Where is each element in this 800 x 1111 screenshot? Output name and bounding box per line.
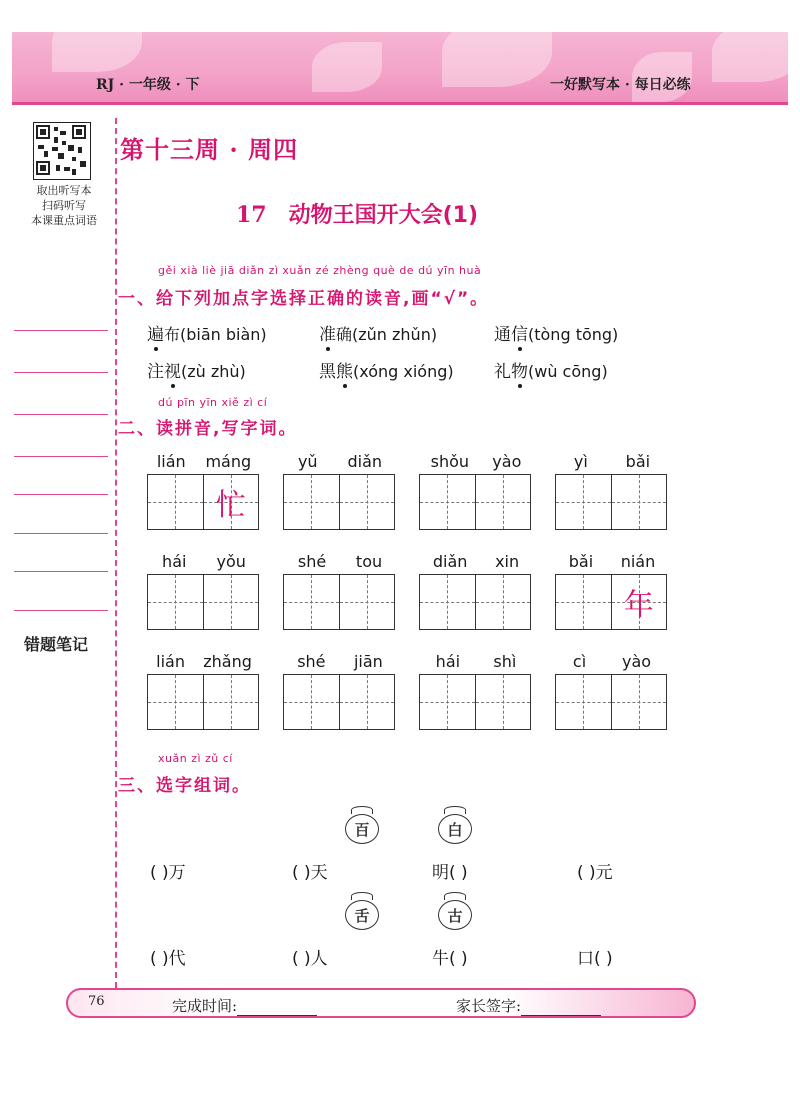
page-number: 76 bbox=[88, 994, 105, 1009]
week-title: 第十三周 · 周四 bbox=[120, 135, 299, 164]
qr-caption-3: 本课重点词语 bbox=[31, 214, 97, 227]
written-character bbox=[284, 675, 339, 729]
written-character bbox=[204, 575, 259, 629]
header-grade: RJ · 一年级 · 下 bbox=[96, 77, 200, 93]
written-character bbox=[476, 475, 531, 529]
written-character bbox=[420, 675, 475, 729]
written-character bbox=[612, 475, 667, 529]
parent-signature-field[interactable]: 家长签字: bbox=[456, 995, 601, 1016]
footer-bar bbox=[66, 988, 696, 1018]
wrong-answer-notes-label: 错题笔记 bbox=[24, 635, 89, 654]
written-character: 年 bbox=[623, 588, 654, 623]
completion-time-field[interactable]: 完成时间: bbox=[172, 995, 317, 1016]
tian-grid bbox=[147, 474, 259, 530]
syllable: shé bbox=[297, 652, 326, 671]
syllable: nián bbox=[620, 552, 656, 571]
note-line bbox=[14, 330, 108, 331]
word-group bbox=[419, 552, 533, 630]
word-blank[interactable]: ( )代 bbox=[150, 949, 186, 969]
syllable: hái bbox=[162, 552, 187, 571]
written-character bbox=[340, 675, 395, 729]
choice-character: 古 bbox=[438, 900, 472, 930]
persimmon-icon bbox=[438, 892, 472, 930]
syllable: yào bbox=[622, 652, 652, 671]
word-blank[interactable]: 牛( ) bbox=[432, 949, 468, 969]
written-character bbox=[476, 575, 531, 629]
note-line bbox=[14, 533, 108, 534]
word-blank[interactable]: ( )元 bbox=[577, 863, 613, 883]
word-blank[interactable]: 口( ) bbox=[577, 949, 613, 969]
writing-cell[interactable] bbox=[556, 575, 611, 629]
section1-heading: 一、给下列加点字选择正确的读音,画“√”。 bbox=[118, 289, 490, 309]
word-group bbox=[555, 452, 669, 530]
written-character bbox=[148, 675, 203, 729]
lesson-number: 17 bbox=[236, 202, 267, 228]
qr-caption-2: 扫码听写 bbox=[42, 199, 86, 212]
tian-grid bbox=[419, 574, 531, 630]
written-character bbox=[284, 575, 339, 629]
choice-character: 百 bbox=[345, 814, 379, 844]
persimmon-icon bbox=[345, 806, 379, 844]
syllable: lián bbox=[156, 452, 186, 471]
word-pinyin bbox=[419, 652, 533, 674]
word-pinyin bbox=[419, 452, 533, 474]
written-character bbox=[612, 675, 667, 729]
writing-cell[interactable] bbox=[339, 475, 395, 529]
word-group bbox=[283, 552, 397, 630]
written-character: 忙 bbox=[215, 488, 246, 523]
writing-cell[interactable] bbox=[339, 675, 395, 729]
syllable: bǎi bbox=[625, 452, 651, 471]
section3-heading: 三、选字组词。 bbox=[118, 776, 251, 796]
word-group bbox=[555, 652, 669, 730]
word-pinyin bbox=[283, 452, 397, 474]
written-character bbox=[204, 675, 259, 729]
word-group bbox=[283, 652, 397, 730]
note-line bbox=[14, 494, 108, 495]
reading-item[interactable]: 准确(zǔn zhǔn) bbox=[319, 325, 438, 345]
tian-grid bbox=[419, 674, 531, 730]
writing-cell[interactable] bbox=[420, 475, 475, 529]
lesson-name: 动物王国开大会(1) bbox=[288, 203, 479, 228]
written-character bbox=[476, 675, 531, 729]
persimmon-icon bbox=[438, 806, 472, 844]
persimmon-icon bbox=[345, 892, 379, 930]
word-group bbox=[283, 452, 397, 530]
section2-pinyin: dú pīn yīn xiě zì cí bbox=[158, 396, 268, 409]
word-pinyin bbox=[147, 452, 261, 474]
header-book-name: 一好默写本 · 每日必练 bbox=[550, 77, 691, 93]
note-line bbox=[14, 414, 108, 415]
syllable: bǎi bbox=[568, 552, 594, 571]
written-character bbox=[148, 575, 203, 629]
word-group bbox=[147, 552, 261, 630]
word-pinyin bbox=[419, 552, 533, 574]
written-character bbox=[284, 475, 339, 529]
syllable: shǒu bbox=[430, 452, 470, 471]
word-blank[interactable]: ( )万 bbox=[150, 863, 186, 883]
writing-cell[interactable] bbox=[148, 675, 203, 729]
writing-cell[interactable] bbox=[556, 475, 611, 529]
qr-code-icon[interactable] bbox=[33, 122, 91, 180]
syllable: jiān bbox=[353, 652, 383, 671]
word-pinyin bbox=[555, 652, 669, 674]
syllable: diǎn bbox=[347, 452, 383, 471]
lesson-title bbox=[236, 198, 478, 229]
written-character bbox=[556, 475, 611, 529]
choice-character: 白 bbox=[438, 814, 472, 844]
writing-cell[interactable] bbox=[203, 575, 259, 629]
syllable: xin bbox=[495, 552, 520, 571]
word-blank[interactable]: 明( ) bbox=[432, 863, 468, 883]
note-line bbox=[14, 610, 108, 611]
syllable: máng bbox=[205, 452, 252, 471]
writing-cell[interactable] bbox=[284, 475, 339, 529]
reading-item[interactable]: 黑熊(xóng xióng) bbox=[319, 362, 454, 382]
syllable: tou bbox=[355, 552, 383, 571]
margin-divider bbox=[115, 118, 117, 988]
reading-item[interactable]: 遍布(biān biàn) bbox=[147, 325, 267, 345]
note-line bbox=[14, 372, 108, 373]
writing-cell[interactable] bbox=[420, 575, 475, 629]
writing-cell[interactable] bbox=[148, 575, 203, 629]
syllable: yǒu bbox=[216, 552, 246, 571]
word-pinyin bbox=[147, 652, 261, 674]
word-group bbox=[555, 552, 669, 630]
word-blank[interactable]: ( )天 bbox=[292, 863, 328, 883]
syllable: shé bbox=[297, 552, 327, 571]
reading-item[interactable]: 通信(tòng tōng) bbox=[494, 325, 619, 345]
tian-grid bbox=[147, 674, 259, 730]
writing-cell[interactable] bbox=[475, 475, 531, 529]
word-group bbox=[147, 452, 261, 530]
writing-cell[interactable] bbox=[203, 675, 259, 729]
tian-grid bbox=[419, 474, 531, 530]
written-character bbox=[420, 575, 475, 629]
syllable: cì bbox=[572, 652, 587, 671]
tian-grid bbox=[283, 574, 395, 630]
syllable: lián bbox=[156, 652, 185, 671]
tian-grid bbox=[283, 674, 395, 730]
tian-grid bbox=[555, 574, 667, 630]
writing-cell[interactable] bbox=[284, 575, 339, 629]
syllable: diǎn bbox=[432, 552, 468, 571]
word-pinyin bbox=[147, 552, 261, 574]
choice-character: 舌 bbox=[345, 900, 379, 930]
written-character bbox=[556, 675, 611, 729]
syllable: yì bbox=[573, 452, 588, 471]
written-character bbox=[420, 475, 475, 529]
tian-grid bbox=[147, 574, 259, 630]
word-group bbox=[147, 652, 261, 730]
writing-cell[interactable] bbox=[420, 675, 475, 729]
note-line bbox=[14, 571, 108, 572]
reading-item[interactable]: 礼物(wù cōng) bbox=[494, 362, 608, 382]
writing-cell[interactable] bbox=[611, 475, 667, 529]
written-character bbox=[340, 575, 395, 629]
reading-item[interactable]: 注视(zù zhù) bbox=[147, 362, 246, 382]
word-blank[interactable]: ( )人 bbox=[292, 949, 328, 969]
word-pinyin bbox=[555, 552, 669, 574]
word-pinyin bbox=[283, 552, 397, 574]
header-banner bbox=[12, 32, 788, 105]
writing-cell[interactable] bbox=[148, 475, 203, 529]
written-character bbox=[340, 475, 395, 529]
section1-pinyin: gěi xià liè jiā diǎn zì xuǎn zé zhèng què de dú yīn huà bbox=[158, 264, 482, 277]
writing-cell[interactable] bbox=[556, 675, 611, 729]
syllable: yǔ bbox=[297, 452, 318, 471]
writing-cell[interactable] bbox=[475, 575, 531, 629]
syllable: hái bbox=[435, 652, 461, 671]
written-character bbox=[148, 475, 203, 529]
syllable: zhǎng bbox=[203, 652, 252, 671]
note-line bbox=[14, 456, 108, 457]
writing-cell[interactable] bbox=[203, 475, 259, 529]
writing-cell[interactable] bbox=[475, 675, 531, 729]
word-pinyin bbox=[555, 452, 669, 474]
syllable: yào bbox=[492, 452, 522, 471]
tian-grid bbox=[283, 474, 395, 530]
writing-cell[interactable] bbox=[611, 575, 667, 629]
syllable: shì bbox=[493, 652, 517, 671]
writing-cell[interactable] bbox=[339, 575, 395, 629]
qr-caption-1: 取出听写本 bbox=[36, 184, 92, 197]
word-pinyin bbox=[283, 652, 397, 674]
tian-grid bbox=[555, 474, 667, 530]
section3-pinyin: xuǎn zì zǔ cí bbox=[158, 752, 233, 765]
word-group bbox=[419, 652, 533, 730]
written-character bbox=[556, 575, 611, 629]
word-group bbox=[419, 452, 533, 530]
tian-grid bbox=[555, 674, 667, 730]
writing-cell[interactable] bbox=[611, 675, 667, 729]
section2-heading: 二、读拼音,写字词。 bbox=[118, 419, 298, 439]
writing-cell[interactable] bbox=[284, 675, 339, 729]
